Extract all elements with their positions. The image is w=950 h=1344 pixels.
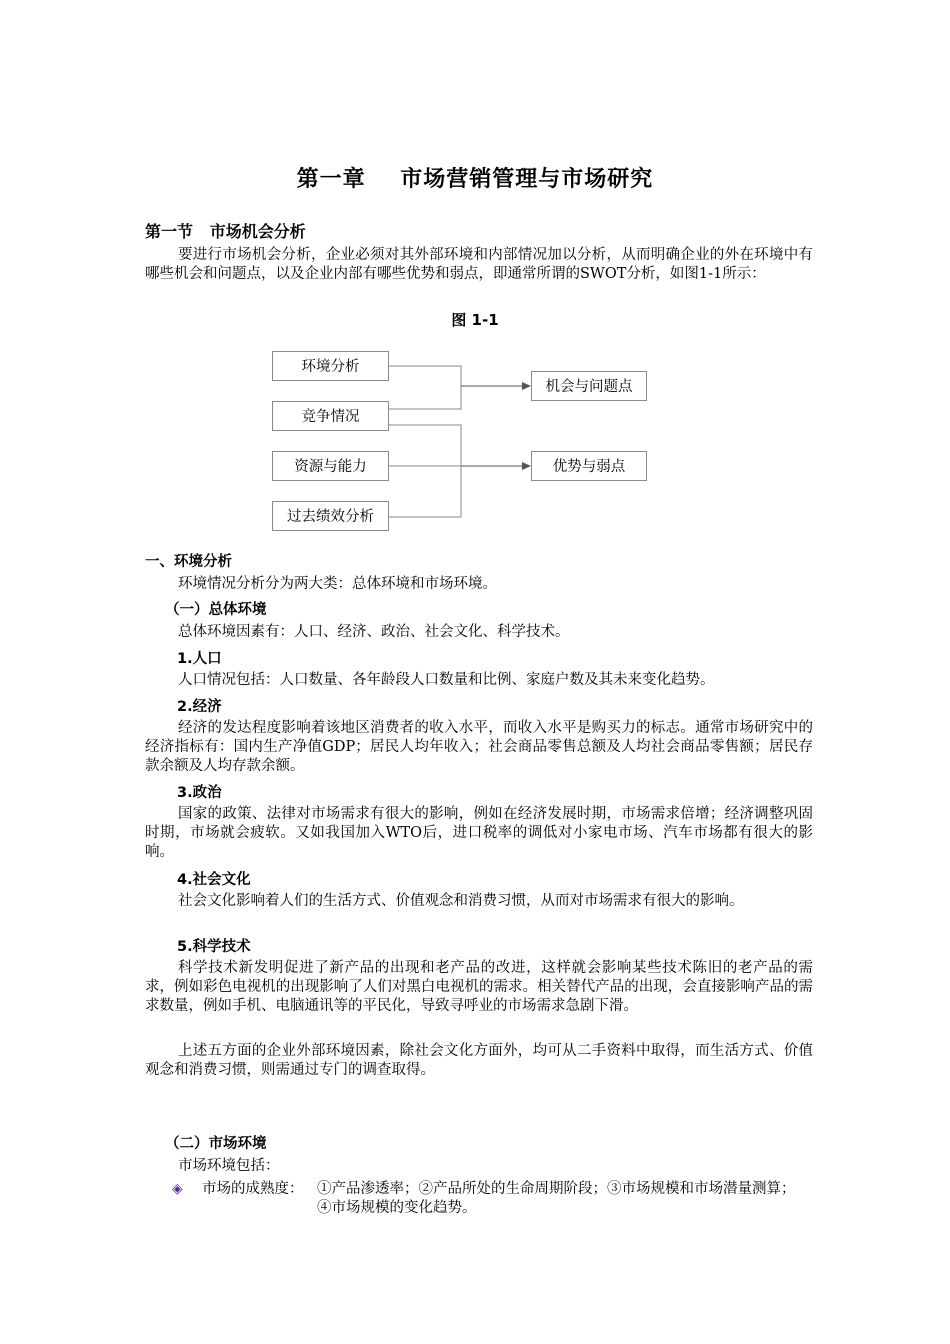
box-past-performance: 过去绩效分析 <box>272 501 389 531</box>
item-heading: 1.人口 <box>177 651 222 667</box>
env-intro: 环境情况分析分为两大类：总体环境和市场环境。 <box>178 576 497 592</box>
item-text: 人口情况包括：人口数量、各年龄段人口数量和比例、家庭户数及其未来变化趋势。 <box>178 672 715 688</box>
env-heading: 一、环境分析 <box>145 554 232 570</box>
bullet-label: 市场的成熟度： <box>202 1181 304 1197</box>
box-strengths: 优势与弱点 <box>531 451 647 481</box>
diamond-bullet-icon: ◈ <box>172 1181 183 1197</box>
section-title: 第一节 市场机会分析 <box>145 222 306 241</box>
item-text: 社会文化影响着人们的生活方式、价值观念和消费习惯，从而对市场需求有很大的影响。 <box>178 893 744 909</box>
item-text: 经济的发达程度影响着该地区消费者的收入水平，而收入水平是购买力的标志。通常市场研究中的经济指标有：国内生产净值GDP；居民人均年收入；社会商品零售总额及人均社会商品零售额；居民存款余额及人均存款余额。 <box>145 720 813 774</box>
box-resources: 资源与能力 <box>272 451 389 481</box>
box-competition: 竞争情况 <box>272 401 389 431</box>
item-heading: 5.科学技术 <box>177 939 251 955</box>
general-intro: 总体环境因素有：人口、经济、政治、社会文化、科学技术。 <box>178 624 570 640</box>
market-intro: 市场环境包括： <box>178 1158 280 1174</box>
general-heading: （一）总体环境 <box>165 602 267 618</box>
item-text: 科学技术新发明促进了新产品的出现和老产品的改进，这样就会影响某些技术陈旧的老产品的需求，例如彩色电视机的出现影响了人们对黑白电视机的需求。相关替代产品的出现，会直接影响产品的需求数量，例如手机、电脑通讯等的平民化，导致寻呼业的市场需求急剧下滑。 <box>145 960 813 1014</box>
item-heading: 4.社会文化 <box>177 872 251 888</box>
market-heading: （二）市场环境 <box>165 1136 267 1152</box>
item-heading: 2.经济 <box>177 699 222 715</box>
bullet-text: ①产品渗透率；②产品所处的生命周期阶段；③市场规模和市场潜量测算； ④市场规模的变化趋势。 <box>317 1181 796 1216</box>
intro-paragraph: 要进行市场机会分析，企业必须对其外部环境和内部情况加以分析，从而明确企业的外在环境中有哪些机会和问题点，以及企业内部有哪些优势和弱点，即通常所谓的SWOT分析，如图1-1所示： <box>145 247 813 282</box>
item-text: 国家的政策、法律对市场需求有很大的影响，例如在经济发展时期，市场需求倍增；经济调整巩固时期，市场就会疲软。又如我国加入WTO后，进口税率的调低对小家电市场、汽车市场都有很大的影响。 <box>145 806 813 860</box>
box-opportunities: 机会与问题点 <box>531 371 647 401</box>
summary-paragraph: 上述五方面的企业外部环境因素，除社会文化方面外，均可从二手资料中取得，而生活方式、价值观念和消费习惯，则需通过专门的调查取得。 <box>145 1043 813 1078</box>
chapter-title: 第一章 市场营销管理与市场研究 <box>296 167 654 192</box>
figure-label: 图 1-1 <box>451 311 499 329</box>
item-heading: 3.政治 <box>177 785 222 801</box>
box-environment-analysis: 环境分析 <box>272 351 389 381</box>
